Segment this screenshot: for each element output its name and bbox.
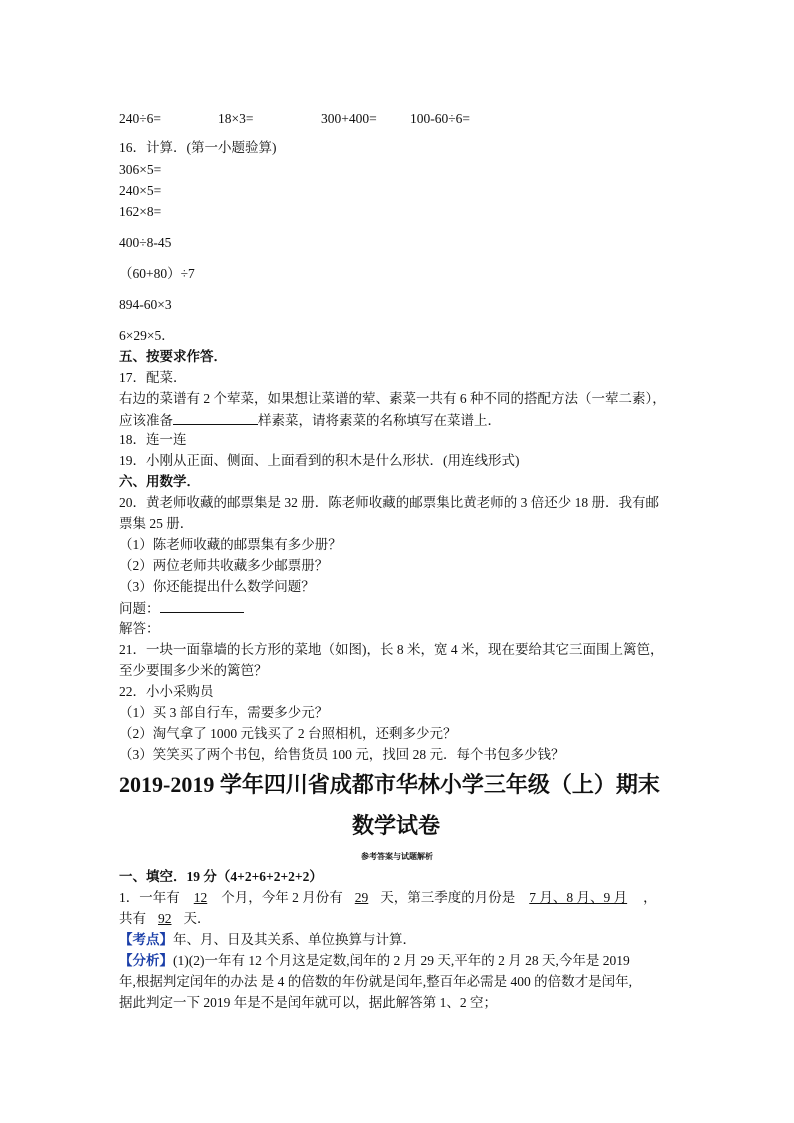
q20-sub-2: （2）两位老师共收藏多少邮票册？: [119, 558, 329, 573]
q15-item-4: 100-60÷6=: [410, 111, 471, 126]
q16-line-1: 306×5=: [119, 162, 162, 177]
q15-item-2: 18×3=: [218, 111, 254, 126]
q20-line-2: 票集 25 册．: [119, 516, 194, 531]
answer-1-value-days: 29: [354, 890, 369, 905]
q21-line-1: 21．一块一面靠墙的长方形的菜地（如图)，长 8 米，宽 4 米，现在要给其它三面围上篱笆，: [119, 642, 664, 657]
answer-1-text-c: 天，第三季度的月份是: [380, 890, 516, 905]
kaodian-line: [119, 931, 416, 949]
q15-item-1: 240÷6=: [119, 111, 162, 126]
q16-line-3: 162×8=: [119, 204, 162, 219]
q20-line-1: 20．黄老师收藏的邮票集是 32 册．陈老师收藏的邮票集比黄老师的 3 倍还少 18 册．我有邮: [119, 495, 659, 510]
q16-line-2: 240×5=: [119, 183, 162, 198]
q21-line-2: 至少要围多少米的篱笆？: [119, 663, 268, 678]
q18-title: 18．连一连: [119, 432, 187, 447]
q22-sub-2: （2）淘气拿了 1000 元钱买了 2 台照相机，还剩多少元？: [119, 726, 457, 741]
answer-1-value-months: 12: [193, 890, 208, 905]
question-blank[interactable]: [160, 599, 244, 613]
q17-title: 17．配菜．: [119, 370, 187, 385]
q16-line-6: 894-60×3: [119, 297, 172, 312]
section-5-heading: 五、按要求作答．: [119, 349, 227, 364]
answer-label: 解答：: [119, 621, 160, 636]
answers-section-1-heading: 一、填空．19 分（4+2+6+2+2+2）: [119, 869, 323, 884]
q16-line-5: （60+80）÷7: [119, 266, 195, 281]
answer-1-text-f: 天．: [183, 911, 211, 926]
answer-1-text-a: 1．一年有: [119, 890, 180, 905]
question-label: 问题：: [119, 601, 160, 616]
q17-line-2-start: 应该准备: [119, 413, 173, 428]
q16-line-7: 6×29×5．: [119, 328, 175, 343]
fenxi-line-2: 年,根据判定闰年的办法 是 4 的倍数的年份就是闰年,整百年必需是 400 的倍数才是闰年,: [119, 974, 632, 989]
q15-item-3: 300+400=: [321, 111, 377, 126]
fenxi-text-1: (1)(2)一年有 12 个月这是定数,闰年的 2 月 29 天,平年的 2 月 28 天,今年是 2019: [173, 953, 630, 968]
fenxi-line-1: [119, 952, 630, 970]
answer-key-subtitle: 参考答案与试题解析: [361, 852, 433, 861]
answer-1-line-1: [119, 889, 657, 907]
q17-line-1: 右边的菜谱有 2 个荤菜，如果想让菜谱的荤、素菜一共有 6 种不同的搭配方法（一荤二素），: [119, 391, 666, 406]
q17-line-2: [119, 411, 501, 430]
q22-title: 22．小小采购员: [119, 684, 214, 699]
q20-sub-3: （3）你还能提出什么数学问题？: [119, 579, 315, 594]
fenxi-tag: 【分析】: [119, 953, 173, 968]
answer-1-text-e: 共有: [119, 911, 146, 926]
answer-1-value-total: 92: [158, 911, 172, 926]
q19-title: 19．小刚从正面、侧面、上面看到的积木是什么形状．(用连线形式): [119, 453, 520, 468]
answer-1-value-quarter: 7 月、8 月、9 月: [529, 890, 628, 905]
answer-1-text-b: 个月，今年 2 月份有: [221, 890, 343, 905]
fenxi-line-3: 据此判定一下 2019 年是不是闰年就可以，据此解答第 1、2 空；: [119, 995, 497, 1010]
answer-1-line-2: [119, 910, 211, 928]
section-6-heading: 六、用数学．: [119, 474, 200, 489]
q22-sub-3: （3）笑笑买了两个书包，给售货员 100 元，找回 28 元．每个书包多少钱？: [119, 747, 565, 762]
q22-sub-1: （1）买 3 部自行车，需要多少元？: [119, 705, 329, 720]
answer-key-title-line-2: 数学试卷: [352, 813, 441, 838]
answer-key-title-line-1: 2019-2019 学年四川省成都市华林小学三年级（上）期末: [119, 772, 660, 797]
answer-1-text-d: ，: [643, 890, 657, 905]
kaodian-text: 年、月、日及其关系、单位换算与计算．: [173, 932, 416, 947]
kaodian-tag: 【考点】: [119, 932, 173, 947]
q20-sub-1: （1）陈老师收藏的邮票集有多少册？: [119, 537, 342, 552]
q16-line-4: 400÷8-45: [119, 235, 172, 250]
q17-line-2-end: 样素菜，请将素菜的名称填写在菜谱上．: [258, 413, 501, 428]
q17-answer-blank[interactable]: [173, 411, 258, 425]
question-line: [119, 599, 244, 618]
q16-header: 16．计算．(第一小题验算): [119, 140, 277, 155]
q15-calc-row: [119, 110, 719, 128]
